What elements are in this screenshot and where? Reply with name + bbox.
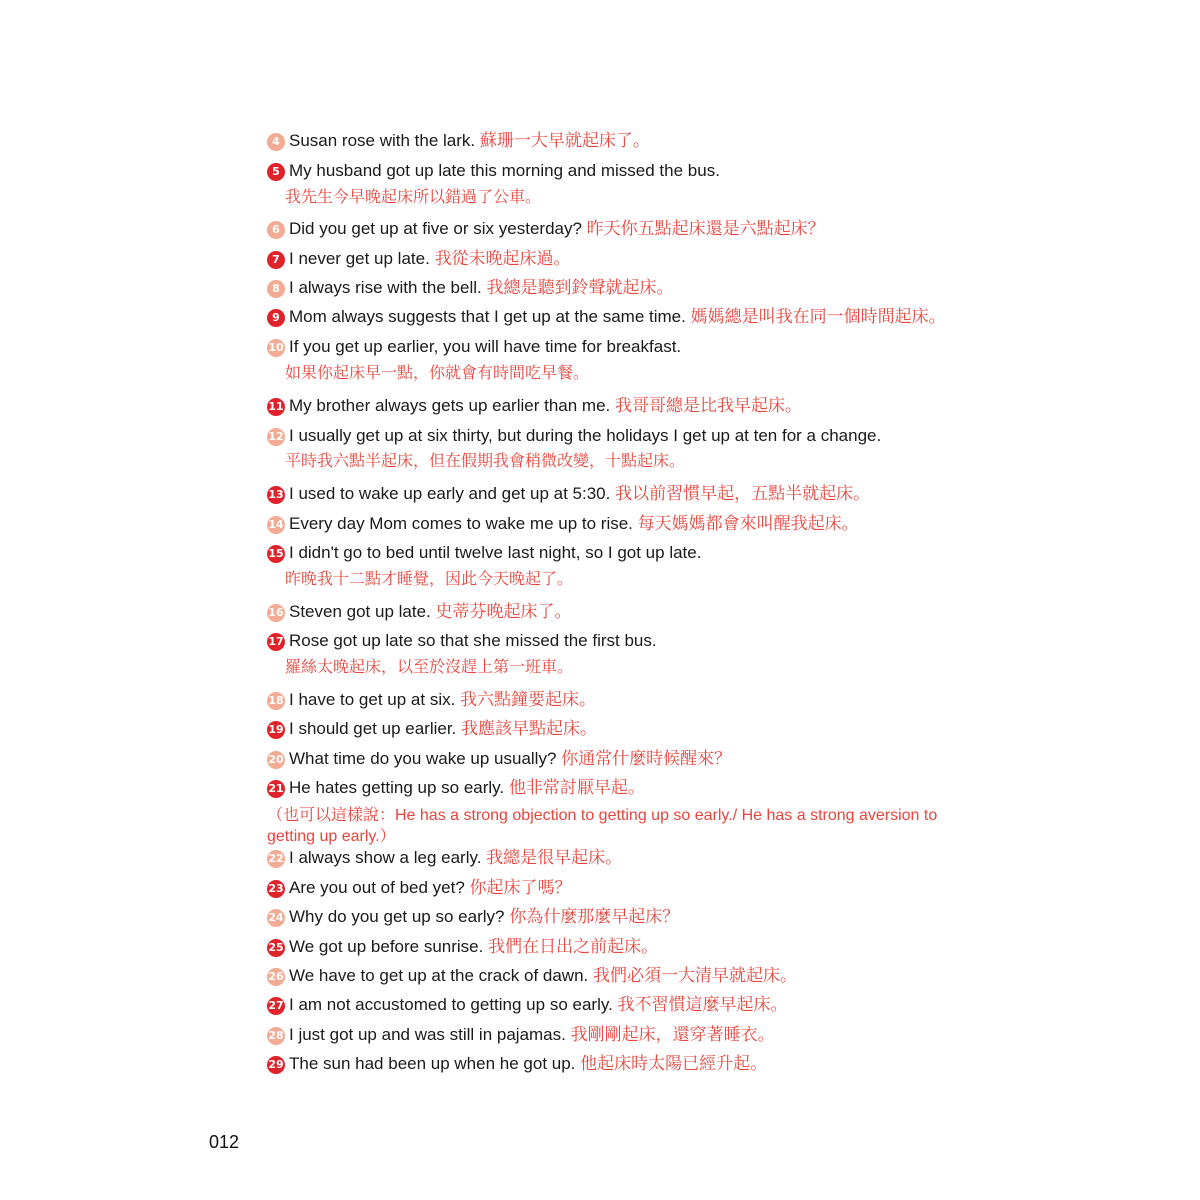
number-badge: 9 [267, 309, 285, 327]
chinese-translation: 昨晚我十二點才睡覺，因此今天晚起了。 [285, 571, 574, 588]
entry-24 [267, 905, 679, 929]
number-badge: 22 [267, 850, 285, 868]
chinese-translation: 我從未晚起床過。 [434, 249, 571, 268]
number-badge: 28 [267, 1027, 285, 1045]
chinese-translation: 你起床了嗎？ [469, 878, 572, 897]
english-sentence: Are you out of bed yet? [289, 878, 465, 897]
chinese-translation: 每天媽媽都會來叫醒我起床。 [637, 514, 859, 533]
chinese-translation: 他起床時太陽已經升起。 [580, 1054, 768, 1073]
number-badge: 29 [267, 1056, 285, 1074]
english-sentence: He hates getting up so early. [289, 778, 505, 797]
entry-22 [267, 846, 622, 870]
number-badge: 18 [267, 692, 285, 710]
entry-8 [267, 276, 673, 300]
chinese-translation: 平時我六點半起床，但在假期我會稍微改變，十點起床。 [285, 453, 686, 470]
number-badge: 5 [267, 163, 285, 181]
english-sentence: I just got up and was still in pajamas. [289, 1025, 566, 1044]
english-sentence: I used to wake up early and get up at 5:30. [289, 484, 611, 503]
number-badge: 6 [267, 221, 285, 239]
entry-18 [267, 688, 596, 712]
chinese-translation: 我剛剛起床，還穿著睡衣。 [570, 1025, 775, 1044]
entry-6 [267, 217, 825, 241]
english-sentence: If you get up earlier, you will have time for breakfast. [289, 337, 682, 356]
chinese-translation: 我以前習慣早起，五點半就起床。 [615, 484, 871, 503]
number-badge: 15 [267, 545, 285, 563]
entry-4 [267, 129, 650, 153]
number-badge: 10 [267, 339, 285, 357]
english-sentence: I never get up late. [289, 249, 430, 268]
entry-29 [267, 1052, 767, 1076]
english-sentence: Steven got up late. [289, 602, 431, 621]
chinese-translation: 我總是很早起床。 [486, 848, 623, 867]
chinese-translation: 我們在日出之前起床。 [488, 937, 659, 956]
number-badge: 19 [267, 721, 285, 739]
chinese-translation: 媽媽總是叫我在同一個時間起床。 [690, 307, 946, 326]
chinese-translation: 我應該早點起床。 [461, 719, 598, 738]
english-sentence: The sun had been up when he got up. [289, 1054, 576, 1073]
entry-25 [267, 935, 658, 959]
entry-10 [267, 335, 681, 359]
entry-13 [267, 482, 870, 506]
english-sentence: What time do you wake up usually? [289, 749, 557, 768]
chinese-translation: 他非常討厭早起。 [508, 778, 645, 797]
number-badge: 25 [267, 939, 285, 957]
number-badge: 27 [267, 997, 285, 1015]
entry-19 [267, 717, 597, 741]
number-badge: 4 [267, 133, 285, 151]
english-sentence: Every day Mom comes to wake me up to rise. [289, 514, 633, 533]
english-sentence: My brother always gets up earlier than me. [289, 396, 611, 415]
chinese-translation: 我六點鐘要起床。 [460, 690, 597, 709]
chinese-translation: 昨天你五點起床還是六點起床？ [586, 219, 825, 238]
number-badge: 24 [267, 909, 285, 927]
english-sentence: Why do you get up so early? [289, 907, 505, 926]
chinese-translation: 史蒂芬晚起床了。 [435, 602, 572, 621]
english-sentence: I have to get up at six. [289, 690, 456, 709]
entry-9 [267, 305, 946, 329]
entry-28 [267, 1023, 775, 1047]
chinese-translation: 如果你起床早一點，你就會有時間吃早餐。 [285, 365, 590, 382]
number-badge: 7 [267, 251, 285, 269]
chinese-translation: 我總是聽到鈴聲就起床。 [486, 278, 674, 297]
english-sentence: I always rise with the bell. [289, 278, 482, 297]
number-badge: 17 [267, 633, 285, 651]
english-sentence: We have to get up at the crack of dawn. [289, 966, 589, 985]
entry-15 [267, 541, 701, 565]
page-number: 012 [209, 1132, 240, 1152]
chinese-translation: 我先生今早晚起床所以錯過了公車。 [285, 189, 542, 206]
number-badge: 13 [267, 486, 285, 504]
number-badge: 20 [267, 751, 285, 769]
number-badge: 8 [267, 280, 285, 298]
english-sentence: I usually get up at six thirty, but during the holidays I get up at ten for a change. [289, 426, 882, 445]
english-sentence: We got up before sunrise. [289, 937, 484, 956]
number-badge: 21 [267, 780, 285, 798]
number-badge: 23 [267, 880, 285, 898]
chinese-translation: 我們必須一大清早就起床。 [593, 966, 797, 985]
number-badge: 14 [267, 516, 285, 534]
entry-27 [267, 993, 788, 1017]
chinese-translation: 我不習慣這麼早起床。 [617, 995, 788, 1014]
number-badge: 12 [267, 428, 285, 446]
number-badge: 16 [267, 604, 285, 622]
english-sentence: I should get up earlier. [289, 719, 457, 738]
english-sentence: Did you get up at five or six yesterday? [289, 219, 582, 238]
entry-16 [267, 600, 572, 624]
number-badge: 11 [267, 398, 285, 416]
chinese-translation: 蘇珊一大早就起床了。 [479, 131, 650, 150]
entry-20 [267, 747, 731, 771]
english-sentence: Rose got up late so that she missed the first bus. [289, 631, 657, 650]
english-sentence: I didn't go to bed until twelve last night, so I got up late. [289, 543, 702, 562]
entry-21 [267, 776, 645, 800]
number-badge: 26 [267, 968, 285, 986]
chinese-translation: 羅絲太晚起床，以至於沒趕上第一班車。 [285, 659, 574, 676]
english-sentence: I am not accustomed to getting up so early. [289, 995, 613, 1014]
entry-26 [267, 964, 797, 988]
english-sentence: My husband got up late this morning and missed the bus. [289, 161, 720, 180]
english-sentence: Mom always suggests that I get up at the same time. [289, 307, 686, 326]
entry-12 [267, 424, 881, 448]
entry-17 [267, 629, 657, 653]
english-sentence: Susan rose with the lark. [289, 131, 476, 150]
entry-23 [267, 876, 572, 900]
entry-7 [267, 247, 571, 271]
alternative-note: （也可以這樣說：He has a strong objection to getting up so early./ He has a strong aversion to getting up early.） [267, 807, 938, 845]
english-sentence: I always show a leg early. [289, 848, 482, 867]
entry-5 [267, 159, 720, 183]
entry-11 [267, 394, 802, 418]
chinese-translation: 你通常什麼時候醒來？ [561, 749, 732, 768]
chinese-translation: 你為什麼那麼早起床？ [509, 907, 680, 926]
entry-14 [267, 512, 859, 536]
chinese-translation: 我哥哥總是比我早起床。 [615, 396, 802, 415]
